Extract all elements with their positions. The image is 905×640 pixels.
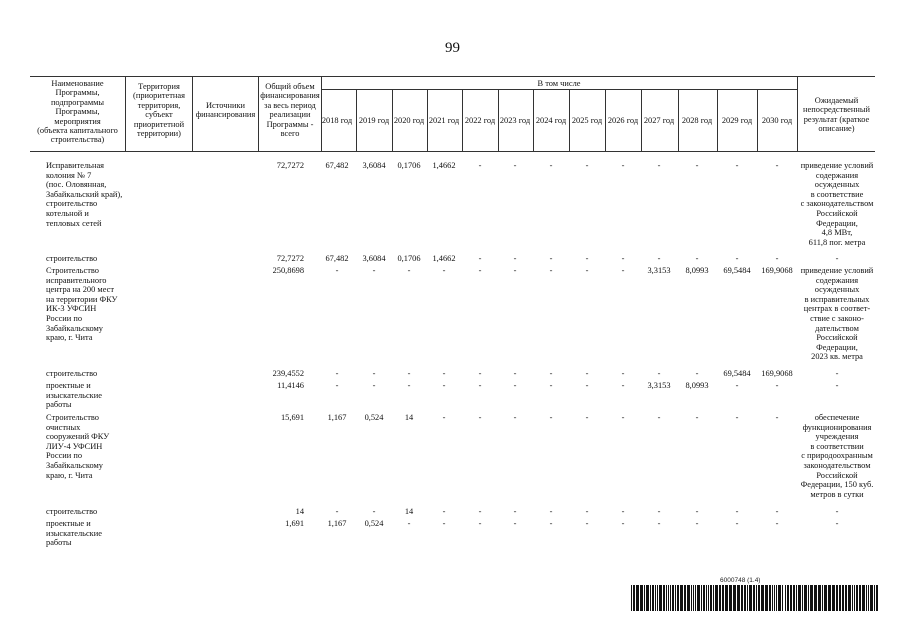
barcode-bar <box>769 585 771 611</box>
barcode-bar <box>753 585 755 611</box>
barcode-bar <box>710 585 712 611</box>
row-year-value: - <box>775 254 779 263</box>
row-year-value: 8,0993 <box>685 381 709 390</box>
row-year-value: - <box>513 161 517 170</box>
barcode-bar <box>695 585 696 611</box>
row-year-value: - <box>549 519 553 528</box>
row-year-value: - <box>621 369 625 378</box>
row-result: - <box>835 254 839 263</box>
row-year-value: 0,524 <box>364 519 384 528</box>
barcode-bar <box>659 585 662 611</box>
barcode-bar <box>749 585 752 611</box>
barcode-bar <box>708 585 709 611</box>
row-year-value: - <box>478 381 482 390</box>
row-year-value: - <box>478 161 482 170</box>
barcode-bar <box>713 585 714 611</box>
header-result: Ожидаемый непосредственный результат (краткое описание) <box>803 96 870 134</box>
header-year-6: 2023 год <box>499 116 531 125</box>
barcode-bar <box>832 585 835 611</box>
row-year-value: - <box>585 254 589 263</box>
row-year-value: 8,0993 <box>685 266 709 275</box>
row-total: 72,7272 <box>276 161 304 170</box>
row-total: 11,4146 <box>277 381 304 390</box>
row-total: 1,691 <box>285 519 304 528</box>
row-year-value: - <box>513 266 517 275</box>
row-total: 239,4552 <box>272 369 304 378</box>
barcode-bar <box>828 585 831 611</box>
row-year-value: 169,9068 <box>761 266 793 275</box>
barcode-bar <box>842 585 844 611</box>
row-total: 14 <box>295 507 304 516</box>
barcode-bar <box>782 585 783 611</box>
barcode-bar <box>646 585 649 611</box>
barcode-bar <box>862 585 865 611</box>
barcode-bar <box>772 585 773 611</box>
header-year-4: 2021 год <box>428 116 460 125</box>
header-sources: Источники финансирования <box>195 101 256 120</box>
header-year-3: 2020 год <box>393 116 425 125</box>
row-name: проектные и изыскательские работы <box>46 381 102 410</box>
header-year-1: 2018 год <box>321 116 353 125</box>
header-year-2: 2019 год <box>358 116 390 125</box>
barcode-bar <box>636 585 639 611</box>
row-year-value: - <box>478 369 482 378</box>
row-result: - <box>835 381 839 390</box>
row-year-value: - <box>657 369 661 378</box>
row-year-value: - <box>735 519 739 528</box>
header-year-8: 2025 год <box>571 116 603 125</box>
row-year-value: 69,5484 <box>723 266 751 275</box>
row-year-value: - <box>585 161 589 170</box>
row-year-value: - <box>735 381 739 390</box>
barcode-bar <box>774 585 775 611</box>
row-name: строительство <box>46 369 98 378</box>
row-year-value: - <box>657 413 661 422</box>
barcode-bar <box>644 585 645 611</box>
row-year-value: 14 <box>404 507 414 516</box>
barcode-bar <box>706 585 707 611</box>
row-result: приведение условий содержания осужденных в исправительных центрах в соответ- ствие с законо- дательством Российской Федерации, 2023 кв. метра <box>800 266 874 362</box>
barcode-bar <box>655 585 656 611</box>
row-year-value: - <box>657 519 661 528</box>
row-year-value: - <box>549 507 553 516</box>
row-name: строительство <box>46 254 98 263</box>
row-year-value: - <box>549 254 553 263</box>
barcode-bar <box>796 585 797 611</box>
barcode-bar <box>693 585 694 611</box>
row-year-value: - <box>549 369 553 378</box>
barcode-bar <box>798 585 801 611</box>
header-name: Наименование Программы, подпрограммы Программы, мероприятия (объекта капитального строительства) <box>37 79 118 145</box>
header-year-12: 2029 год <box>721 116 753 125</box>
barcode-bar <box>776 585 777 611</box>
barcode-bar <box>790 585 792 611</box>
row-year-value: - <box>585 369 589 378</box>
row-year-value: - <box>735 254 739 263</box>
row-year-value: - <box>657 254 661 263</box>
barcode-bar <box>808 585 809 611</box>
row-year-value: 1,4662 <box>432 254 456 263</box>
row-year-value: 3,6084 <box>362 254 386 263</box>
barcode-bar <box>765 585 768 611</box>
header-year-10: 2027 год <box>643 116 675 125</box>
barcode-bar <box>810 585 813 611</box>
barcode-bar <box>814 585 817 611</box>
header-total: Общий объем финансирования за весь период реализации Программы - всего <box>260 82 320 139</box>
barcode-bar <box>836 585 838 611</box>
barcode-bar <box>684 585 686 611</box>
row-year-value: - <box>621 381 625 390</box>
row-year-value: - <box>442 507 446 516</box>
row-name: строительство <box>46 507 98 516</box>
row-year-value: - <box>549 413 553 422</box>
barcode-bar <box>859 585 861 611</box>
barcode-bar <box>675 585 676 611</box>
row-year-value: - <box>775 381 779 390</box>
row-year-value: 1,167 <box>327 413 347 422</box>
row-year-value: - <box>407 266 411 275</box>
row-year-value: - <box>585 519 589 528</box>
row-year-value: - <box>478 266 482 275</box>
barcode-bar <box>785 585 786 611</box>
barcode-bar <box>868 585 869 611</box>
barcode-bar <box>703 585 705 611</box>
row-year-value: - <box>549 161 553 170</box>
row-year-value: - <box>478 507 482 516</box>
barcode-bar <box>687 585 690 611</box>
row-name: Исправительная колония № 7 (пос. Оловянная, Забайкальский край), строительство котельной и тепловых сетей <box>46 161 123 228</box>
barcode-bar <box>672 585 674 611</box>
barcode-bar <box>650 585 651 611</box>
barcode-bar <box>818 585 821 611</box>
barcode-bar <box>747 585 748 611</box>
row-name: Строительство очистных сооружений ФКУ ЛИУ-4 УФСИН России по Забайкальскому краю, г. Чита <box>46 413 110 480</box>
row-year-value: - <box>513 381 517 390</box>
row-year-value: - <box>407 519 411 528</box>
barcode-bar <box>866 585 867 611</box>
barcode-bar <box>677 585 679 611</box>
barcode-bar <box>845 585 847 611</box>
row-name: Строительство исправительного центра на 200 мест на территории ФКУ ИК-3 УФСИН России по Забайкальскому краю, г. Чита <box>46 266 118 343</box>
row-result: - <box>835 369 839 378</box>
barcode-bar <box>852 585 853 611</box>
header-year-11: 2028 год <box>681 116 713 125</box>
header-year-7: 2024 год <box>535 116 567 125</box>
row-year-value: - <box>335 369 339 378</box>
row-year-value: 0,1706 <box>397 161 421 170</box>
row-year-value: - <box>735 161 739 170</box>
row-year-value: - <box>442 369 446 378</box>
row-year-value: - <box>695 369 699 378</box>
row-year-value: - <box>695 519 699 528</box>
barcode-image <box>631 585 879 611</box>
row-year-value: - <box>335 381 339 390</box>
barcode-bar <box>744 585 746 611</box>
barcode-bar <box>666 585 667 611</box>
row-result: обеспечение функционирования учреждения в соответствии с природоохранным законодательством Российской Федерации, 150 куб. метров в сутки <box>800 413 874 499</box>
row-year-value: 14 <box>404 413 414 422</box>
row-total: 250,8698 <box>272 266 304 275</box>
row-year-value: - <box>621 507 625 516</box>
row-year-value: - <box>735 507 739 516</box>
barcode-bar <box>761 585 764 611</box>
row-year-value: - <box>585 507 589 516</box>
barcode-bar <box>668 585 669 611</box>
barcode-bar <box>663 585 665 611</box>
row-year-value: - <box>695 254 699 263</box>
barcode-bar <box>737 585 740 611</box>
barcode-bar <box>697 585 700 611</box>
barcode-bar <box>633 585 635 611</box>
row-year-value: - <box>442 381 446 390</box>
row-result: - <box>835 507 839 516</box>
row-year-value: - <box>478 413 482 422</box>
row-year-value: - <box>695 413 699 422</box>
row-year-value: - <box>372 381 376 390</box>
barcode-bar <box>824 585 827 611</box>
barcode-bar <box>848 585 851 611</box>
document-code: 6000748 (1.4) <box>720 577 761 584</box>
barcode-bar <box>652 585 654 611</box>
barcode-bar <box>729 585 732 611</box>
row-year-value: - <box>372 507 376 516</box>
row-year-value: - <box>775 161 779 170</box>
row-year-value: - <box>585 413 589 422</box>
row-year-value: - <box>513 519 517 528</box>
row-year-value: - <box>372 266 376 275</box>
barcode-bar <box>725 585 728 611</box>
row-year-value: 1,4662 <box>432 161 456 170</box>
row-year-value: - <box>775 507 779 516</box>
header-year-5: 2022 год <box>464 116 496 125</box>
row-result: - <box>835 519 839 528</box>
barcode-bar <box>701 585 702 611</box>
row-result: приведение условий содержания осужденных в соответствие с законодательством Российской Федерации, 4,8 МВт, 611,8 пог. метра <box>800 161 874 247</box>
barcode-bar <box>839 585 841 611</box>
barcode-bar <box>787 585 789 611</box>
row-year-value: - <box>513 413 517 422</box>
row-year-value: - <box>442 519 446 528</box>
row-year-value: 67,482 <box>325 161 349 170</box>
row-year-value: - <box>478 254 482 263</box>
table-top-border <box>30 76 875 77</box>
barcode-bar <box>640 585 643 611</box>
barcode-bar <box>691 585 692 611</box>
row-year-value: - <box>621 254 625 263</box>
row-year-value: - <box>621 413 625 422</box>
barcode-bar <box>778 585 781 611</box>
barcode-bar <box>631 585 632 611</box>
row-year-value: - <box>621 519 625 528</box>
row-year-value: 1,167 <box>327 519 347 528</box>
barcode-bar <box>715 585 718 611</box>
barcode-bar <box>822 585 823 611</box>
barcode-bar <box>756 585 757 611</box>
row-year-value: - <box>621 266 625 275</box>
row-year-value: - <box>442 266 446 275</box>
header-bottom-border <box>30 151 875 152</box>
barcode-bar <box>741 585 743 611</box>
header-year-9: 2026 год <box>607 116 639 125</box>
row-year-value: 3,6084 <box>362 161 386 170</box>
row-total: 15,691 <box>280 413 304 422</box>
header-including: В том числе <box>537 79 581 88</box>
barcode-bar <box>657 585 658 611</box>
row-year-value: 169,9068 <box>761 369 793 378</box>
row-year-value: - <box>513 507 517 516</box>
barcode-bar <box>874 585 875 611</box>
row-year-value: - <box>621 161 625 170</box>
barcode-bar <box>722 585 724 611</box>
row-year-value: - <box>335 266 339 275</box>
row-total: 72,7272 <box>276 254 304 263</box>
row-year-value: - <box>478 519 482 528</box>
row-year-value: 3,3153 <box>647 381 671 390</box>
row-year-value: - <box>335 507 339 516</box>
barcode-bar <box>876 585 878 611</box>
row-year-value: - <box>372 369 376 378</box>
row-year-value: - <box>695 507 699 516</box>
row-year-value: - <box>585 381 589 390</box>
row-year-value: - <box>407 369 411 378</box>
page-number: 99 <box>445 40 460 56</box>
barcode-bar <box>670 585 671 611</box>
row-year-value: - <box>775 413 779 422</box>
row-year-value: 0,524 <box>364 413 384 422</box>
row-year-value: 3,3153 <box>647 266 671 275</box>
barcode-bar <box>719 585 721 611</box>
row-year-value: - <box>695 161 699 170</box>
barcode-bar <box>793 585 795 611</box>
year-divider-11 <box>717 89 718 151</box>
barcode-bar <box>680 585 683 611</box>
row-year-value: - <box>513 254 517 263</box>
row-year-value: - <box>407 381 411 390</box>
row-year-value: - <box>549 266 553 275</box>
row-year-value: - <box>513 369 517 378</box>
barcode-bar <box>804 585 807 611</box>
barcode-bar <box>870 585 873 611</box>
row-year-value: 69,5484 <box>723 369 751 378</box>
row-year-value: 67,482 <box>325 254 349 263</box>
row-year-value: - <box>735 413 739 422</box>
row-year-value: - <box>442 413 446 422</box>
barcode-bar <box>802 585 803 611</box>
row-year-value: - <box>549 381 553 390</box>
row-year-value: - <box>585 266 589 275</box>
barcode-bar <box>758 585 760 611</box>
header-year-13: 2030 год <box>761 116 793 125</box>
barcode-bar <box>854 585 855 611</box>
barcode-bar <box>856 585 858 611</box>
row-year-value: 0,1706 <box>397 254 421 263</box>
row-year-value: - <box>775 519 779 528</box>
row-name: проектные и изыскательские работы <box>46 519 102 548</box>
year-divider-12 <box>757 89 758 151</box>
barcode-bar <box>733 585 736 611</box>
header-territory: Территория (приоритетная территория, субъект приоритетной территории) <box>133 82 185 139</box>
row-year-value: - <box>657 161 661 170</box>
row-year-value: - <box>657 507 661 516</box>
